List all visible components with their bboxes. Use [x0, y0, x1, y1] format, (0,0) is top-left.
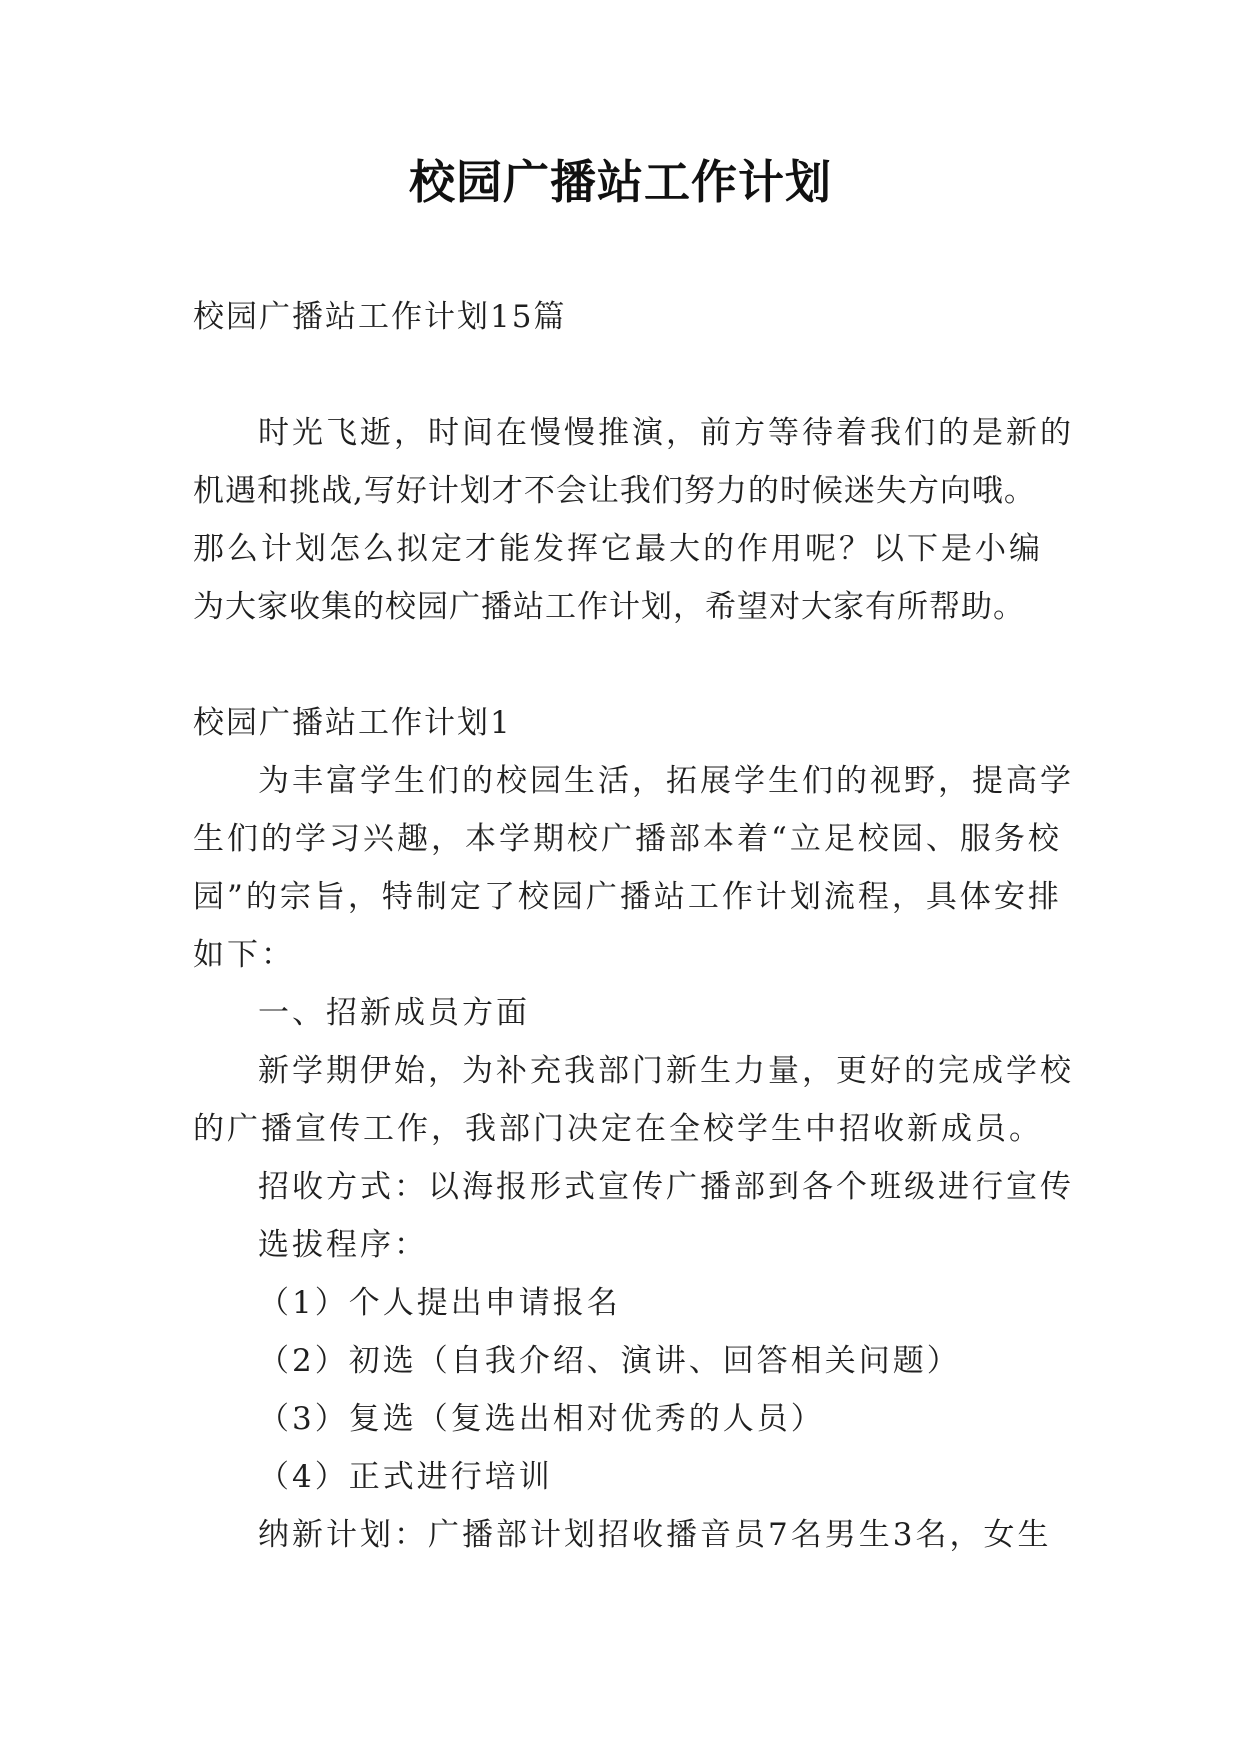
spacer: [193, 346, 1073, 404]
procedure-step: （3）复选（复选出相对优秀的人员）: [258, 1401, 825, 1437]
intro-line: 那么计划怎么拟定才能发挥它最大的作用呢？以下是小编: [193, 531, 1043, 567]
intro-line: 机遇和挑战,写好计划才不会让我们努力的时候迷失方向哦。: [193, 473, 1036, 509]
procedure-step: （1）个人提出申请报名: [258, 1285, 621, 1321]
section-line: 如下：: [193, 937, 295, 973]
method-line: 招收方式：以海报形式宣传广播部到各个班级进行宣传: [258, 1169, 1074, 1205]
spacer: [193, 636, 1073, 694]
recruit-line: 新学期伊始，为补充我部门新生力量，更好的完成学校: [258, 1053, 1074, 1089]
procedure-step: （2）初选（自我介绍、演讲、回答相关问题）: [258, 1343, 961, 1379]
section-line: 为丰富学生们的校园生活，拓展学生们的视野，提高学: [258, 763, 1074, 799]
document-title: 校园广播站工作计划: [409, 155, 832, 209]
procedure-step: （4）正式进行培训: [258, 1459, 553, 1495]
intro-line: 为大家收集的校园广播站工作计划，希望对大家有所帮助。: [193, 589, 1025, 625]
document-body: [193, 288, 1073, 1564]
section-line: 生们的学习兴趣，本学期校广播部本着“立足校园、服务校: [193, 821, 1062, 857]
procedure-label: 选拔程序：: [258, 1227, 428, 1263]
intro-line: 时光飞逝，时间在慢慢推演，前方等待着我们的是新的: [258, 415, 1074, 451]
plan-line: 纳新计划：广播部计划招收播音员7名男生3名，女生: [258, 1517, 1052, 1553]
section-line: 园”的宗旨，特制定了校园广播站工作计划流程，具体安排: [193, 879, 1062, 915]
recruit-line: 的广播宣传工作，我部门决定在全校学生中招收新成员。: [193, 1111, 1043, 1147]
heading-recruit: 一、招新成员方面: [258, 995, 530, 1031]
section-title: 校园广播站工作计划1: [193, 705, 512, 741]
document-subtitle: 校园广播站工作计划15篇: [193, 299, 567, 335]
